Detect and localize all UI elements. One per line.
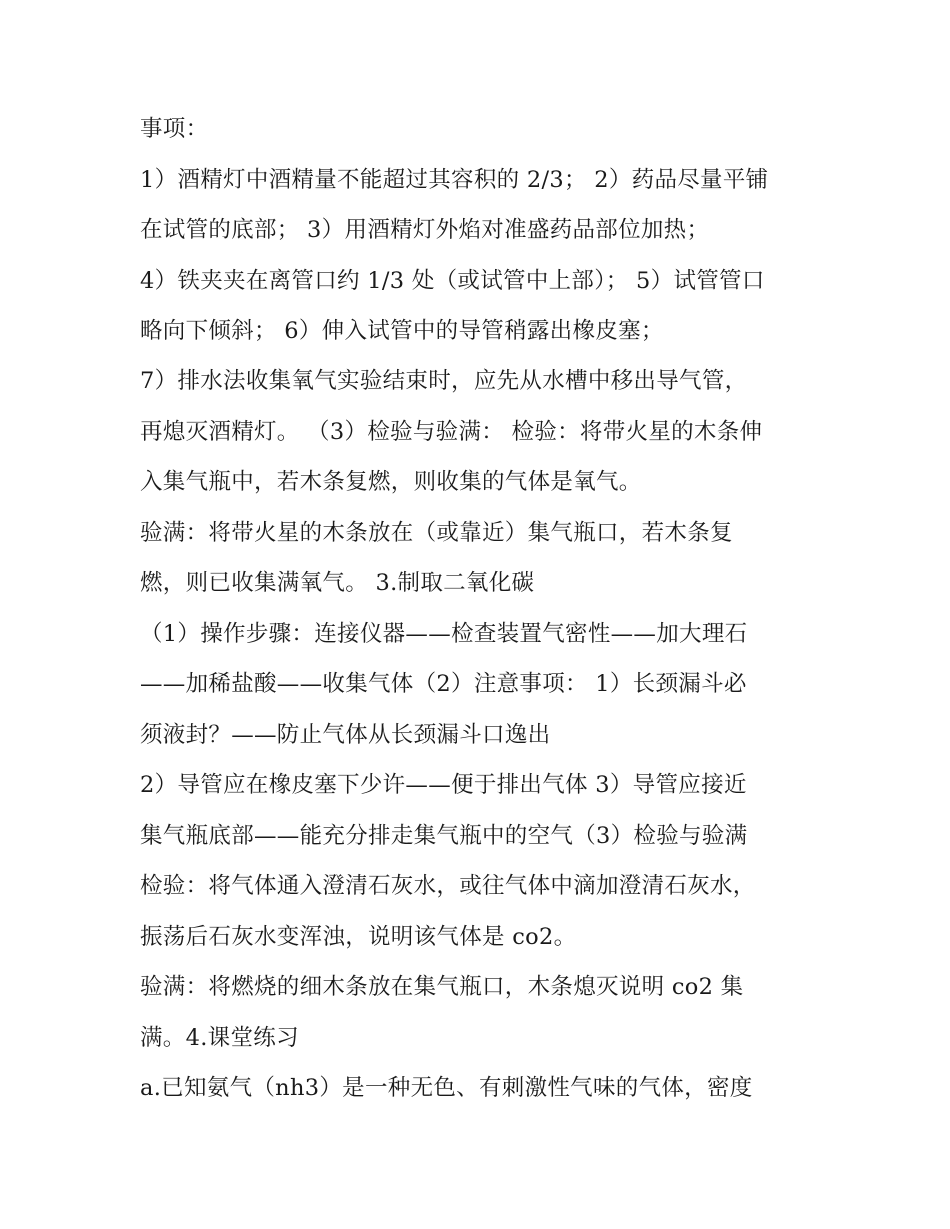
text-line: 7）排水法收集氧气实验结束时，应先从水槽中移出导气管，: [140, 368, 748, 394]
text-line: 1）酒精灯中酒精量不能超过其容积的 2/3； 2）药品尽量平铺: [140, 167, 769, 193]
text-line: 4）铁夹夹在离管口约 1/3 处（或试管中上部）； 5）试管管口: [140, 268, 765, 294]
text-line: 检验：将气体通入澄清石灰水，或往气体中滴加澄清石灰水，: [140, 873, 756, 899]
text-line: 事项：: [140, 116, 209, 142]
text-line: 验满：将燃烧的细木条放在集气瓶口，木条熄灭说明 co2 集: [140, 974, 744, 1000]
text-line: 集气瓶底部——能充分排走集气瓶中的空气（3）检验与验满: [140, 823, 748, 849]
text-line: 2）导管应在橡皮塞下少许——便于排出气体 3）导管应接近: [140, 772, 747, 798]
text-line: 在试管的底部； 3）用酒精灯外焰对准盛药品部位加热；: [140, 217, 710, 243]
text-line: 验满：将带火星的木条放在（或靠近）集气瓶口，若木条复: [140, 520, 733, 546]
text-line: 振荡后石灰水变浑浊，说明该气体是 co2。: [140, 924, 577, 950]
text-line: 燃，则已收集满氧气。 3.制取二氧化碳: [140, 570, 535, 596]
text-line: 入集气瓶中，若木条复燃，则收集的气体是氧气。: [140, 469, 642, 495]
text-line: ——加稀盐酸——收集气体（2）注意事项： 1）长颈漏斗必: [140, 671, 747, 697]
text-line: a.已知氨气（nh3）是一种无色、有刺激性气味的气体，密度: [140, 1075, 753, 1101]
text-line: 略向下倾斜； 6）伸入试管中的导管稍露出橡皮塞；: [140, 318, 664, 344]
text-line: 满。4.课堂练习: [140, 1025, 299, 1051]
text-line: 再熄灭酒精灯。 （3）检验与验满： 检验：将带火星的木条伸: [140, 419, 763, 445]
text-line: （1）操作步骤：连接仪器——检查装置气密性——加大理石: [140, 621, 748, 647]
text-line: 须液封？——防止气体从长颈漏斗口逸出: [140, 722, 551, 748]
